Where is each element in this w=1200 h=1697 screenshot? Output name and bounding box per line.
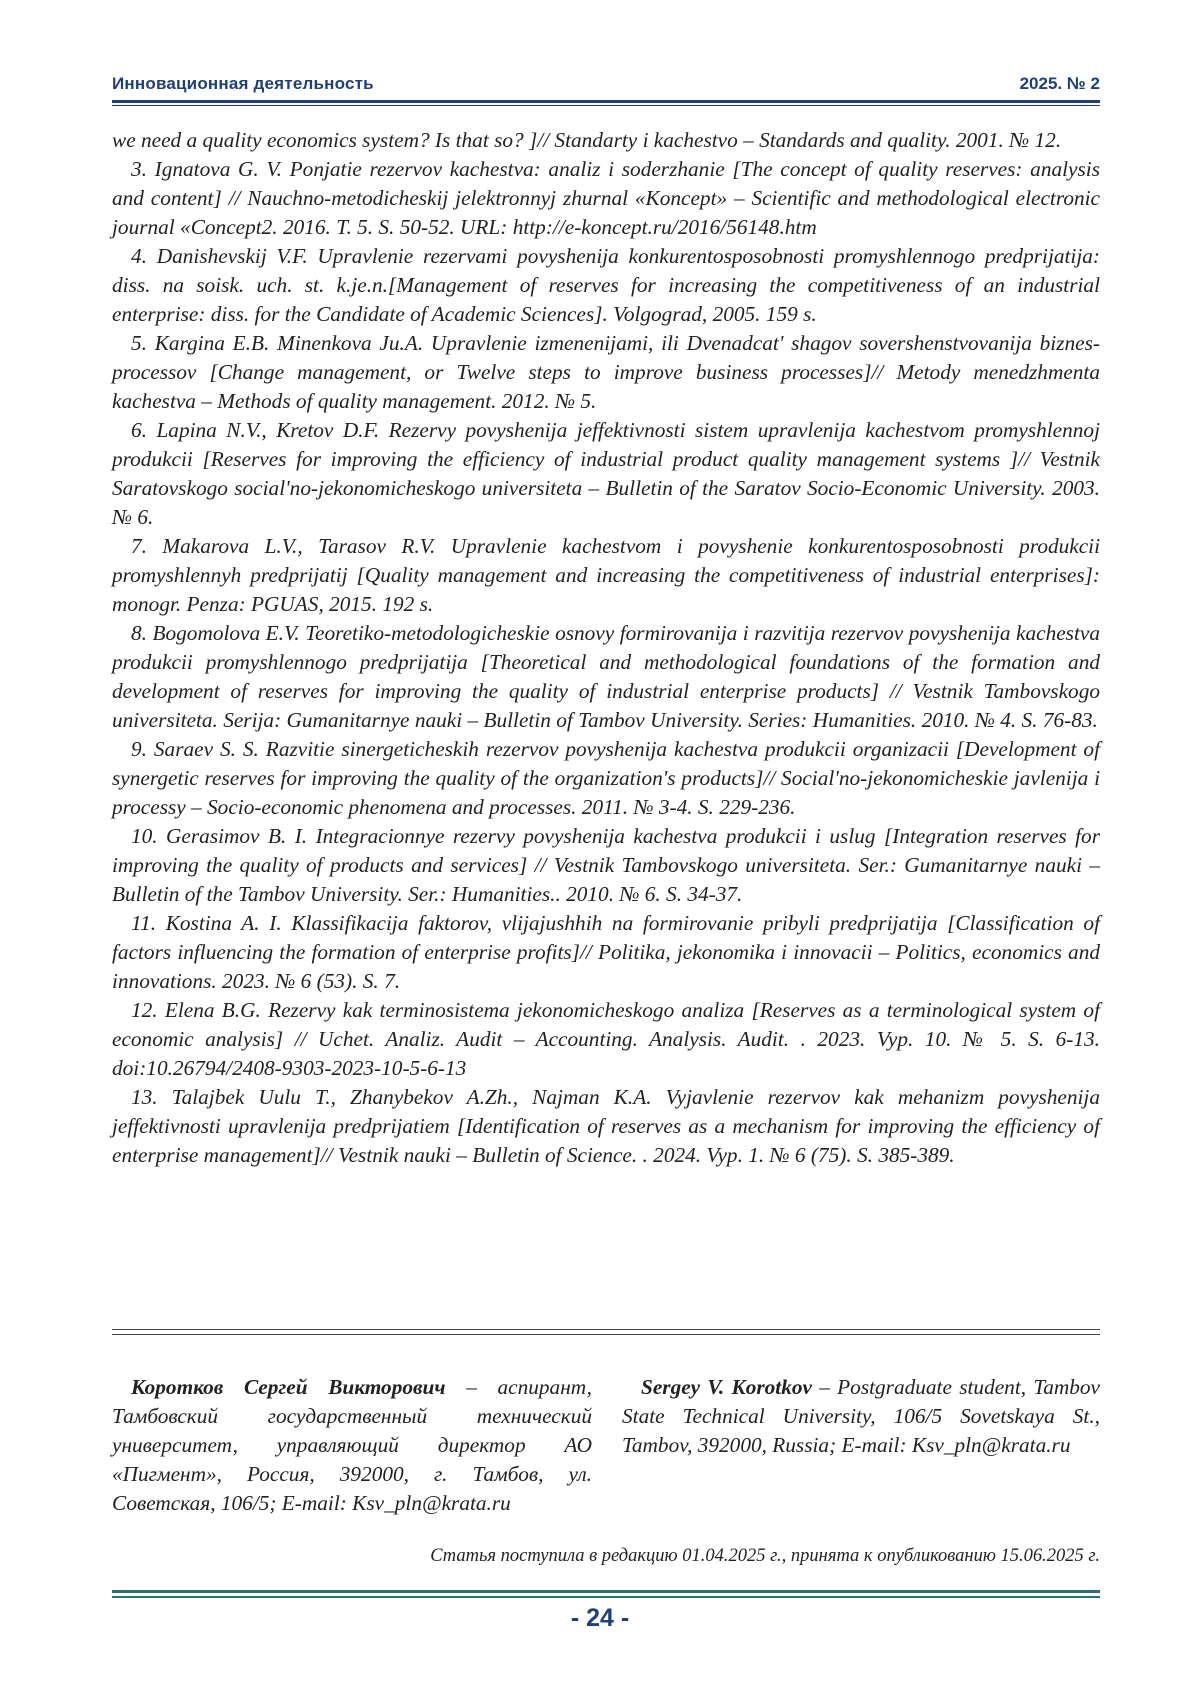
reference-item: 8. Bogomolova E.V. Teoretiko-metodologicheskie osnovy formirovanija i razvitija rezervov povyshenija kachestva produkcii promyshlennogo predprijatija [Theoretical and methodological foundations of the formation and development of reserves for improving the quality of industrial enterprise products] // Vestnik Tambovskogo universiteta. Serija: Gumanitarnye nauki – Bulletin of Tambov University. Series: Humanities. 2010. № 4. S. 76-83. (112, 621, 1100, 732)
footer-rule (112, 1590, 1100, 1593)
reference-item: 9. Saraev S. S. Razvitie sinergeticheskih rezervov povyshenija kachestva produkcii organizacii [Development of synergetic reserves for improving the quality of the organization's products]// Social'no-jekonomicheskie javlenija i processy – Socio-economic phenomena and processes. 2011. № 3-4. S. 229-236. (112, 737, 1100, 819)
reference-item: 10. Gerasimov B. I. Integracionnye rezervy povyshenija kachestva produkcii i uslug [Integration reserves for improving the quality of products and services] // Vestnik Tambovskogo universiteta. Ser.: Gumanitarnye nauki – Bulletin of the Tambov University. Ser.: Humanities.. 2010. № 6. S. 34-37. (112, 824, 1100, 906)
issue-number: 2025. № 2 (1019, 74, 1100, 93)
author-details-ru: – аспирант, Тамбовский государственный технический университет, управляющий директор АО «Пигмент», Россия, 392000, г. Тамбов, ул. Советская, 106/5; E-mail: Ksv_pln@krata.ru (112, 1375, 592, 1515)
header-rule (112, 100, 1100, 103)
reference-item: 7. Makarova L.V., Tarasov R.V. Upravlenie kachestvom i povyshenie konkurentosposobnosti produkcii promyshlennyh predprijatij [Quality management and increasing the competitiveness of industrial enterprises]: monogr. Penza: PGUAS, 2015. 192 s. (112, 534, 1100, 616)
reference-item: 5. Kargina E.B. Minenkova Ju.A. Upravlenie izmenenijami, ili Dvenadcat' shagov sovershenstvovanija biznes-processov [Change management, or Twelve steps to improve business processes]// Metody menedzhmenta kachestva – Methods of quality management. 2012. № 5. (112, 331, 1100, 413)
author-info-russian (112, 1373, 592, 1518)
reference-item: 6. Lapina N.V., Kretov D.F. Rezervy povyshenija jeffektivnosti sistem upravlenija kachestvom promyshlennoj produkcii [Reserves for improving the efficiency of industrial product quality management systems ]// Vestnik Saratovskogo social'no-jekonomicheskogo universiteta – Bulletin of the Saratov Socio-Economic University. 2003. № 6. (112, 418, 1100, 529)
page-number: - 24 - (570, 1604, 630, 1632)
footer-rule-thin (112, 1596, 1100, 1598)
reference-item: we need a quality economics system? Is that so? ]// Standarty i kachestvo – Standards and quality. 2001. № 12. (112, 128, 1062, 152)
author-info (112, 1373, 1100, 1513)
section-divider (112, 1329, 1100, 1330)
reference-item: 13. Talajbek Uulu T., Zhanybekov A.Zh., Najman K.A. Vyjavlenie rezervov kak mehanizm povyshenija jeffektivnosti upravlenija predprijatiem [Identification of reserves as a mechanism for improving the efficiency of enterprise management]// Vestnik nauki – Bulletin of Science. . 2024. Vyp. 1. № 6 (75). S. 385-389. (112, 1085, 1100, 1167)
received-note: Статья поступила в редакцию 01.04.2025 г., принята к опубликованию 15.06.2025 г. (430, 1546, 1100, 1566)
section-divider-second (112, 1334, 1100, 1335)
author-name-en: Sergey V. Korotkov (641, 1375, 812, 1399)
reference-item: 4. Danishevskij V.F. Upravlenie rezervami povyshenija konkurentosposobnosti promyshlennogo predprijatija: diss. na soisk. uch. st. k.je.n.[Management of reserves for increasing the competitiveness of an industrial enterprise: diss. for the Candidate of Academic Sciences]. Volgograd, 2005. 159 s. (112, 244, 1100, 326)
reference-list (112, 126, 1100, 1170)
running-header (112, 74, 1100, 98)
journal-section-title: Инновационная деятельность (112, 74, 374, 93)
author-details-en: – Postgraduate student, Tambov State Technical University, 106/5 Sovetskaya St., Tambov, 392000, Russia; E-mail: Ksv_pln@krata.ru (622, 1375, 1101, 1457)
reference-item: 12. Elena B.G. Rezervy kak terminosistema jekonomicheskogo analiza [Reserves as a terminological system of economic analysis] // Uchet. Analiz. Audit – Accounting. Analysis. Audit. . 2023. Vyp. 10. № 5. S. 6-13. doi:10.26794/2408-9303-2023-10-5-6-13 (112, 998, 1100, 1080)
reference-item: 3. Ignatova G. V. Ponjatie rezervov kachestva: analiz i soderzhanie [The concept of quality reserves: analysis and content] // Nauchno-metodicheskij jelektronnyj zhurnal «Koncept» – Scientific and methodological electronic journal «Concept2. 2016. T. 5. S. 50-52. URL: http://e-koncept.ru/2016/56148.htm (112, 157, 1100, 239)
author-info-english (622, 1373, 1100, 1460)
reference-item: 11. Kostina A. I. Klassifikacija faktorov, vlijajushhih na formirovanie pribyli predprijatija [Classification of factors influencing the formation of enterprise profits]// Politika, jekonomika i innovacii – Politics, economics and innovations. 2023. № 6 (53). S. 7. (112, 911, 1100, 993)
header-rule-thin (112, 105, 1100, 106)
author-name-ru: Коротков Сергей Викторович (131, 1375, 446, 1399)
